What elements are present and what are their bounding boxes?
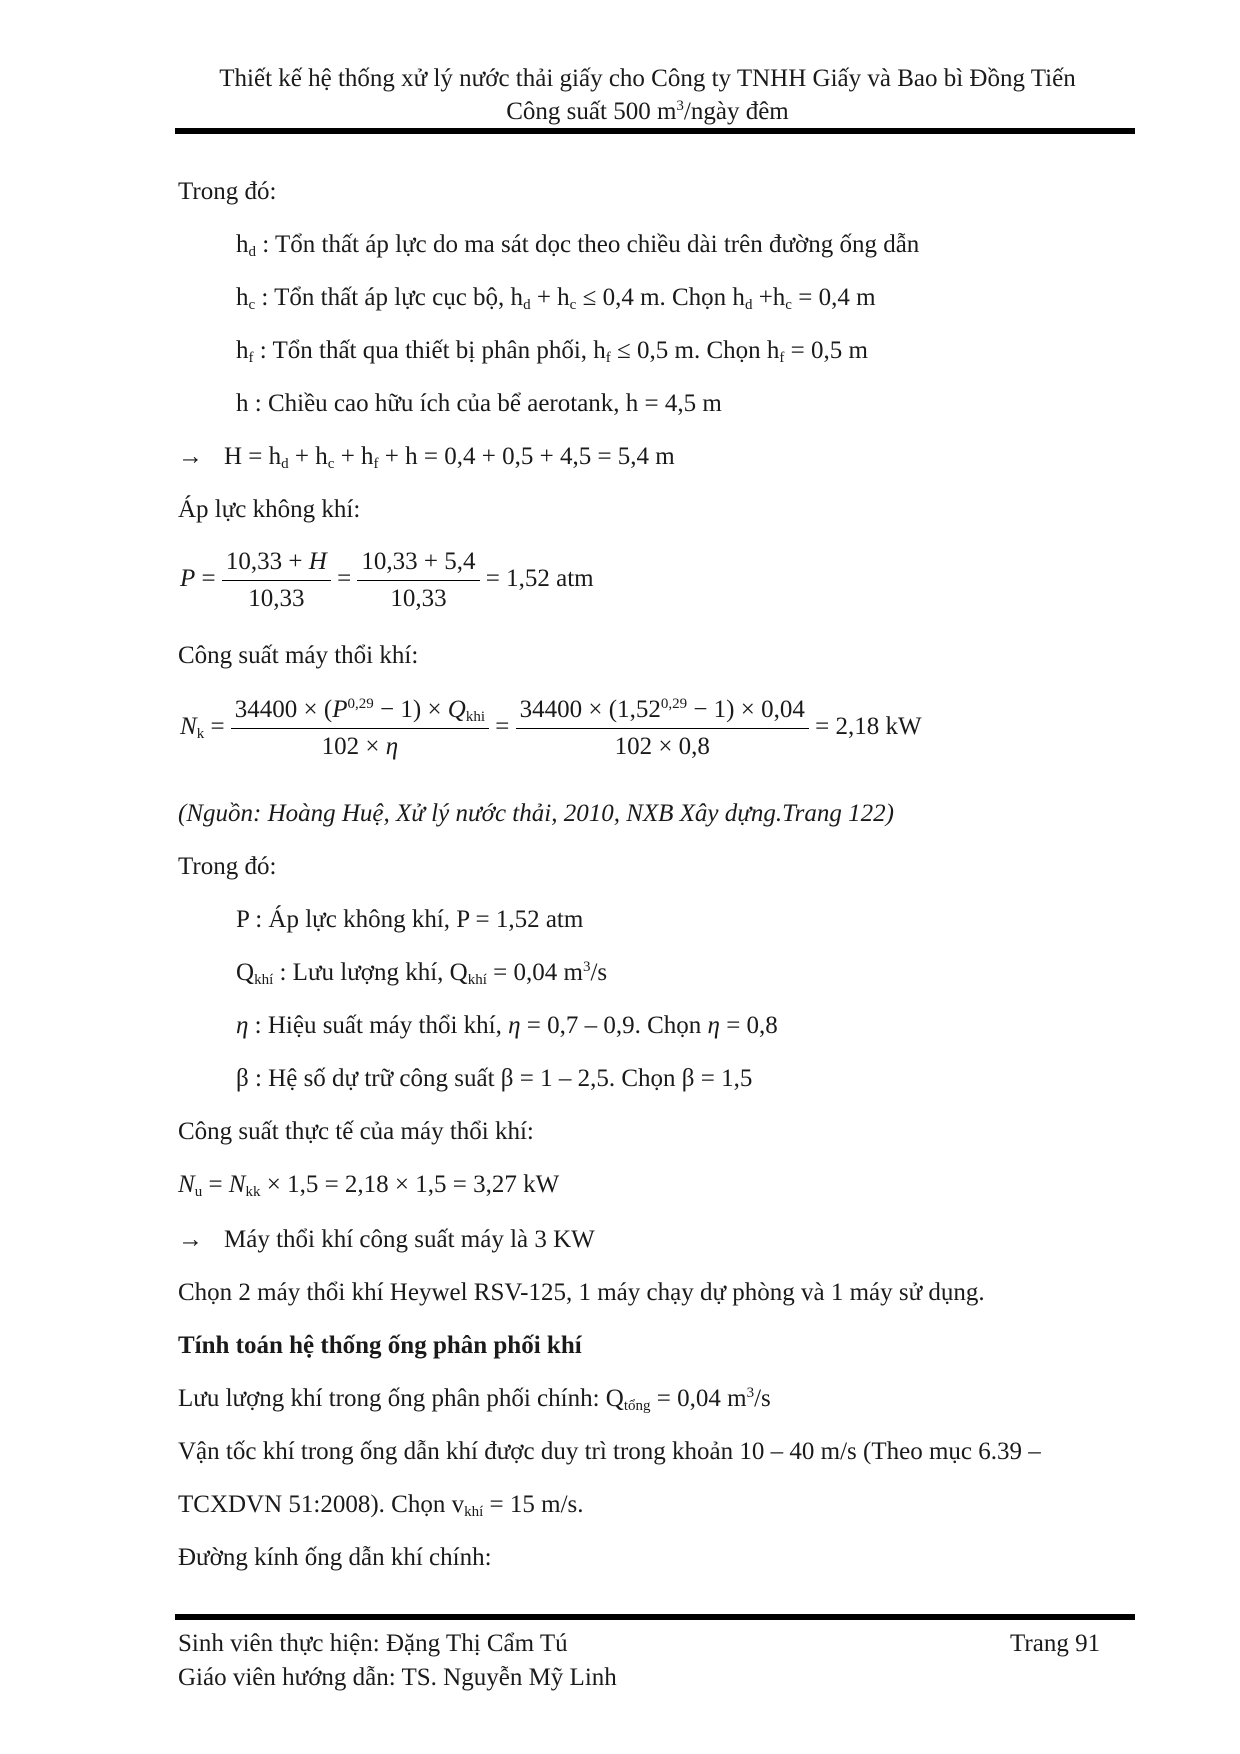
van-toc-line-1: Vận tốc khí trong ống dẫn khí được duy trì trong khoản 10 – 40 m/s (Theo mục 6.39 – [178,1438,1041,1465]
eq-Nu: $N_u = N_{kk} \times 1,5 = 2,18 \times 1,5 = 3,27$ kW [178,1171,560,1200]
header-title: Thiết kế hệ thống xử lý nước thải giấy cho Công ty TNHH Giấy và Bao bì Đồng Tiến [219,65,1076,92]
frac-N-numeric: $\frac{34400 \times (1,52^{0,29} - 1) \times 0,04}{102 \times 0,8}$ [516,696,809,761]
frac-P-symbolic: $\frac{10,33 + H}{10,33}$ [222,548,331,613]
header-subtitle: Công suất 500 $m^3$/ngày đêm [506,98,789,125]
duong-kinh-label: Đường kính ống dẫn khí chính: [178,1544,492,1571]
def-beta: β : Hệ số dự trữ công suất β = 1 – 2,5. Chọn β = 1,5 [236,1065,753,1092]
eq-P: P = $\frac{10,33 + H}{10,33}$ = $\frac{10,33 + 5,4}{10,33}$ = 1,52 atm [180,548,594,612]
footer-rule [175,1614,1135,1620]
eq-H: → $H = h_d + h_c + h_f + h = 0,4 + 0,5 + 4,5 = 5,4$ m [178,443,675,472]
footer-advisor: Giáo viên hướng dẫn: TS. Nguyễn Mỹ Linh [178,1664,617,1691]
thuc-te-label: Công suất thực tế của máy thổi khí: [178,1118,534,1145]
arrow-icon: → [178,1226,203,1253]
may-thoi-conclusion: → Máy thổi khí công suất máy là 3 KW [178,1224,595,1256]
ap-luc-label: Áp lực không khí: [178,496,361,523]
van-toc-line-2: TCXDVN 51:2008). Chọn $v_{khí} = 15$ m/s. [178,1491,584,1520]
section-title: Tính toán hệ thống ống phân phối khí [178,1332,582,1359]
eq-N: $N_k$ = $\frac{34400 \times (P^{0,29} - 1) \times Q_{khi}}{102 \times \eta}$ = $\frac{34400 \times (1,52^{0,29} - 1) \times 0,04}{102 \times 0,8}$ = 2,18 kW [180,696,922,760]
chon-may-thoi: Chọn 2 máy thổi khí Heywel RSV-125, 1 máy chạy dự phòng và 1 máy sử dụng. [178,1279,985,1306]
trong-do-label-2: Trong đó: [178,853,277,880]
def-h: h : Chiều cao hữu ích của bể aerotank, h = 4,5 m [236,390,722,417]
footer-page-number: Trang 91 [1010,1630,1101,1657]
def-hd: $h_d$ : Tổn thất áp lực do ma sát dọc theo chiều dài trên đường ống dẫn [236,231,920,260]
cong-suat-label: Công suất máy thổi khí: [178,642,419,669]
frac-N-symbolic: $\frac{34400 \times (P^{0,29} - 1) \times Q_{khi}}{102 \times \eta}$ [231,696,489,761]
page-header [160,62,1135,128]
source-citation: (Nguồn: Hoàng Huệ, Xử lý nước thải, 2010, NXB Xây dựng.Trang 122) [178,800,894,827]
def-hc: $h_c$ : Tổn thất áp lực cục bộ, $h_d + h_c \le 0,4$ m. Chọn $h_d +h_c = 0,4$ m [236,284,876,313]
luu-luong-line: Lưu lượng khí trong ống phân phối chính: $Q_{tổng} = 0,04$ $m^3/s$ [178,1385,771,1414]
def-eta: η : Hiệu suất máy thổi khí, η = 0,7 – 0,9. Chọn η = 0,8 [236,1012,778,1039]
def-hf: $h_f$ : Tổn thất qua thiết bị phân phối, $h_f \le 0,5$ m. Chọn $h_f = 0,5$ m [236,337,868,366]
arrow-icon: → [178,443,203,470]
footer-student: Sinh viên thực hiện: Đặng Thị Cẩm Tú [178,1630,568,1657]
header-rule [175,128,1135,134]
trong-do-label-1: Trong đó: [178,178,277,205]
def-Q: $Q_{khí}$ : Lưu lượng khí, $Q_{khí} = 0,04$ $m^3/s$ [236,959,608,988]
def-P: P : Áp lực không khí, P = 1,52 atm [236,906,584,933]
frac-P-numeric: $\frac{10,33 + 5,4}{10,33}$ [357,548,479,613]
